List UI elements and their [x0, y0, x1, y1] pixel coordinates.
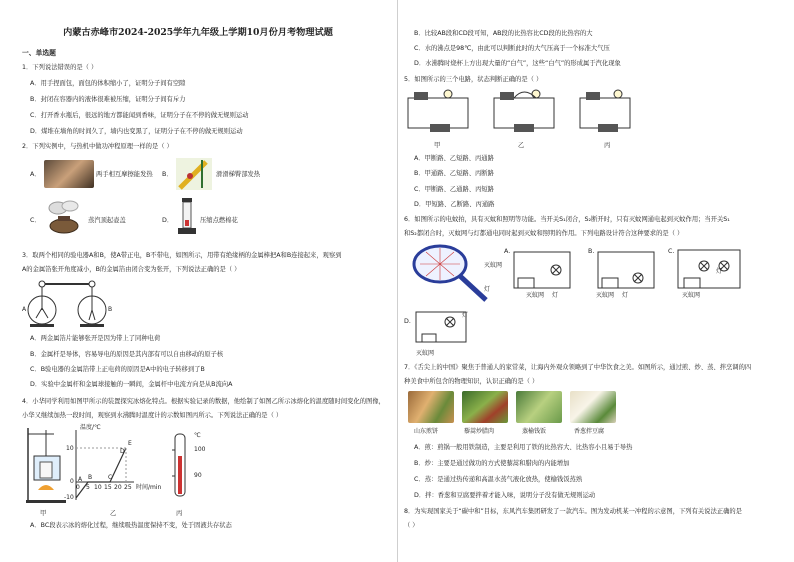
q6-image-label-net: 灭蚊网	[484, 262, 503, 269]
q4-caption-jia: 甲	[40, 510, 47, 517]
q4-option-d: D．水沸腾时烧杯上方出现大量的“白气”，这些“白气”的形成属于汽化现象	[414, 60, 621, 67]
q3-label-a: A	[22, 306, 27, 313]
q2-caption-a: 两手相互摩擦能发热	[96, 171, 153, 178]
q6-mosquito-swatter-image	[406, 244, 492, 304]
q4-stem-line2: 小华又继续加热一段时间，观察到水沸腾时温度计的示数如图丙所示。下列说法正确的是（ ）	[22, 412, 283, 419]
q4-tick-x-25: 25	[124, 484, 132, 491]
q8-stem-line1: 8．为实现国家关于“碳中和”目标，东风汽车集团研发了一款汽车。图为发动机某一冲程的示意图，下列有关说法正确的是	[404, 508, 742, 515]
right-column	[400, 0, 794, 562]
q4-graph-xlabel: 时间/min	[136, 484, 162, 491]
q1-option-a: A．用手捏面包，面包的体积缩小了，证明分子间有空隙	[30, 80, 186, 87]
q6-c-label-lamp: 灯	[716, 268, 723, 275]
q4-option-a: A．BC段表示冰的熔化过程，继续吸热温度保持不变，处于固液共存状态	[30, 522, 232, 529]
q7-food-image-2	[462, 391, 508, 423]
q7-food-image-1	[408, 391, 454, 423]
q2-caption-c: 蒸汽顶起壶盖	[88, 217, 126, 224]
q3-option-b: B．金属杆是导体，容易导电的原因是其内部有可以自由移动的原子核	[30, 351, 224, 358]
q2-option-c: C．	[30, 217, 41, 224]
q7-stem-line2: 种美食中所包含的物理知识，认识正确的是（ ）	[404, 378, 539, 385]
q5-option-b: B．甲通路、乙短路、丙断路	[414, 170, 494, 177]
page-title: 内蒙古赤峰市2024-2025学年九年级上学期10月份月考物理试题	[63, 27, 333, 38]
q5-option-d: D．甲短路、乙断路、丙通路	[414, 201, 495, 208]
q4-tick-x-15: 15	[104, 484, 112, 491]
q2-option-d: D．	[162, 217, 174, 224]
left-column	[0, 0, 396, 562]
q4-point-a: A	[78, 476, 83, 483]
q2-caption-d: 压缩点燃棉花	[200, 217, 238, 224]
q6-d-label-lamp: 灯	[462, 312, 469, 319]
q4-point-e: E	[128, 440, 132, 447]
q6-circuit-c	[674, 244, 744, 294]
q3-option-c: C．B验电器的金属箔带上正电荷的原因是A中的电子转移到了B	[30, 366, 205, 373]
q6-stem-line1: 6．如图所示的电蚊拍，具有灭蚊和照明等功能。当开关S₁闭合，S₂断开时，只有灭蚊网通电起到灭蚊作用；当开关S₁	[404, 216, 730, 223]
q5-option-a: A．甲断路、乙短路、丙通路	[414, 155, 494, 162]
q5-circuits-figure	[404, 88, 634, 138]
q4-tick-x-10: 10	[94, 484, 102, 491]
q5-caption-bing: 丙	[604, 142, 611, 149]
q2-option-a: A．	[30, 171, 41, 178]
q4-tick-x-5: 5	[86, 484, 90, 491]
q3-stem-line1: 3．取两个相同的验电器A和B，使A带正电，B不带电，如图所示，用带有绝缘柄的金属棒把A和B连接起来，观察到	[22, 252, 342, 259]
q2-stem: 2．下列实例中，与热机中做功冲程原理一样的是（ ）	[22, 143, 173, 150]
section-heading: 一、单选题	[22, 49, 56, 57]
column-divider	[397, 0, 398, 562]
q1-option-b: B．封闭在容器内的液体很难被压缩，证明分子间有斥力	[30, 96, 186, 103]
q4-option-c: C．水的沸点是98℃，由此可以判断此时的大气压高于一个标准大气压	[414, 45, 610, 52]
q5-option-c: C．甲断路、乙通路、丙短路	[414, 186, 494, 193]
q2-piston-image	[176, 198, 198, 238]
q2-hands-image	[44, 160, 94, 188]
q1-option-c: C．打开香水瓶后，很远的地方都能闻到香味，证明分子在不停的做无规则运动	[30, 112, 249, 119]
q1-stem: 1．下列说法错误的是（ ）	[22, 64, 98, 71]
q3-option-d: D．实验中金属杆和金属球接触的一瞬间，金属杆中电流方向是从B流向A	[30, 381, 233, 388]
q7-food-caption-3: 蒸榆钱饭	[522, 428, 547, 435]
q4-thermometer-figure	[168, 432, 192, 498]
q6-b-label-net: 灭蚊网	[596, 292, 615, 299]
q4-tick-y-0: 0	[70, 478, 74, 485]
q4-graph-ylabel: 温度/℃	[80, 424, 101, 431]
q6-b-label-lamp: 灯	[622, 292, 629, 299]
q6-option-d: D.	[404, 318, 411, 325]
q4-tick-y-minus10: -10	[64, 494, 74, 501]
q4-tick-x-0: 0	[76, 484, 80, 491]
q7-option-a: A．煎：煎锅一般用铁制造，主要是利用了铁的比热容大、比热容小且易于导热	[414, 444, 633, 451]
q4-tick-x-20: 20	[114, 484, 122, 491]
q5-caption-yi: 乙	[518, 142, 525, 149]
q6-a-label-lamp: 灯	[552, 292, 559, 299]
q3-stem-line2: A的金属箔张开角度减小，B的金属箔由闭合变为张开，下列说法正确的是（ ）	[22, 266, 241, 273]
q7-food-image-4	[570, 391, 616, 423]
q8-stem-line2: （ ）	[404, 522, 419, 529]
q7-option-d: D．拌：香葱和豆腐要拌着才能入味，说明分子没有做无规则运动	[414, 492, 596, 499]
q4-point-b: B	[88, 474, 93, 481]
q7-food-image-3	[516, 391, 562, 423]
q4-option-b: B．比较AB段和CD段可知，AB段的比热容比CD段的比热容的大	[414, 30, 593, 37]
q4-therm-unit: ℃	[194, 432, 201, 439]
q6-circuit-a	[510, 248, 574, 294]
q2-slide-image	[176, 158, 212, 190]
q4-point-d: D	[120, 448, 125, 455]
q7-option-b: B．炒：主要是通过做功的方式使藜蒿和腊肉的内能增加	[414, 460, 570, 467]
q6-option-a: A.	[504, 248, 511, 255]
q2-option-b: B．	[162, 171, 173, 178]
q7-option-c: C．蒸：是通过热传递和高温水蒸气液化放热，使榆钱饭蒸熟	[414, 476, 583, 483]
q3-label-b: B	[108, 306, 113, 313]
q6-option-c: C.	[668, 248, 675, 255]
q4-temperature-graph	[66, 426, 136, 506]
q4-therm-90: 90	[194, 472, 202, 479]
q6-c-label-net: 灭蚊网	[682, 292, 701, 299]
q3-option-a: A．两金属箔片能够张开是因为带上了同种电荷	[30, 335, 161, 342]
q4-point-c: C	[108, 474, 113, 481]
q6-stem-line2: 和S₂都闭合时，灭蚊网与灯都通电同时起到灭蚊和照明的作用。下列电路设计符合这种要求的是（ ）	[404, 230, 684, 237]
q4-caption-yi: 乙	[110, 510, 117, 517]
q2-caption-b: 滑滑梯臀部发热	[216, 171, 261, 178]
q6-option-b: B.	[588, 248, 595, 255]
q7-food-caption-4: 香葱拌豆腐	[574, 428, 605, 435]
q7-food-caption-2: 藜蒿炒腊肉	[464, 428, 495, 435]
q3-electroscope-figure	[22, 280, 112, 330]
q1-option-d: D．煤堆在墙角的时间久了，墙内也变黑了，证明分子在不停的做无规则运动	[30, 128, 243, 135]
q7-stem-line1: 7．《舌尖上的中国》聚焦于普通人的家常菜，让海内外观众领略到了中华饮食之美。如图所示，通过煎、炒、蒸、拌烹调的四	[404, 364, 752, 371]
q4-therm-100: 100	[194, 446, 206, 453]
q6-a-label-net: 灭蚊网	[526, 292, 545, 299]
q5-stem: 5．如图所示的三个电路，状态判断正确的是（ ）	[404, 76, 543, 83]
q6-d-label-net: 灭蚊网	[416, 350, 435, 357]
q7-food-caption-1: 山东煎饼	[414, 428, 439, 435]
q4-apparatus-figure	[24, 426, 68, 506]
q5-caption-jia: 甲	[434, 142, 441, 149]
q4-stem-line1: 4．小华同学利用如图甲所示的装置探究冰熔化特点。根据实验记录的数据，他绘制了如图乙所示冰熔化的温度随时间变化的图像，	[22, 398, 385, 405]
q4-caption-bing: 丙	[176, 510, 183, 517]
q4-tick-y-10: 10	[66, 445, 74, 452]
q6-image-label-lamp: 灯	[484, 286, 491, 293]
q2-kettle-image	[44, 200, 84, 234]
q6-circuit-b	[594, 248, 658, 294]
